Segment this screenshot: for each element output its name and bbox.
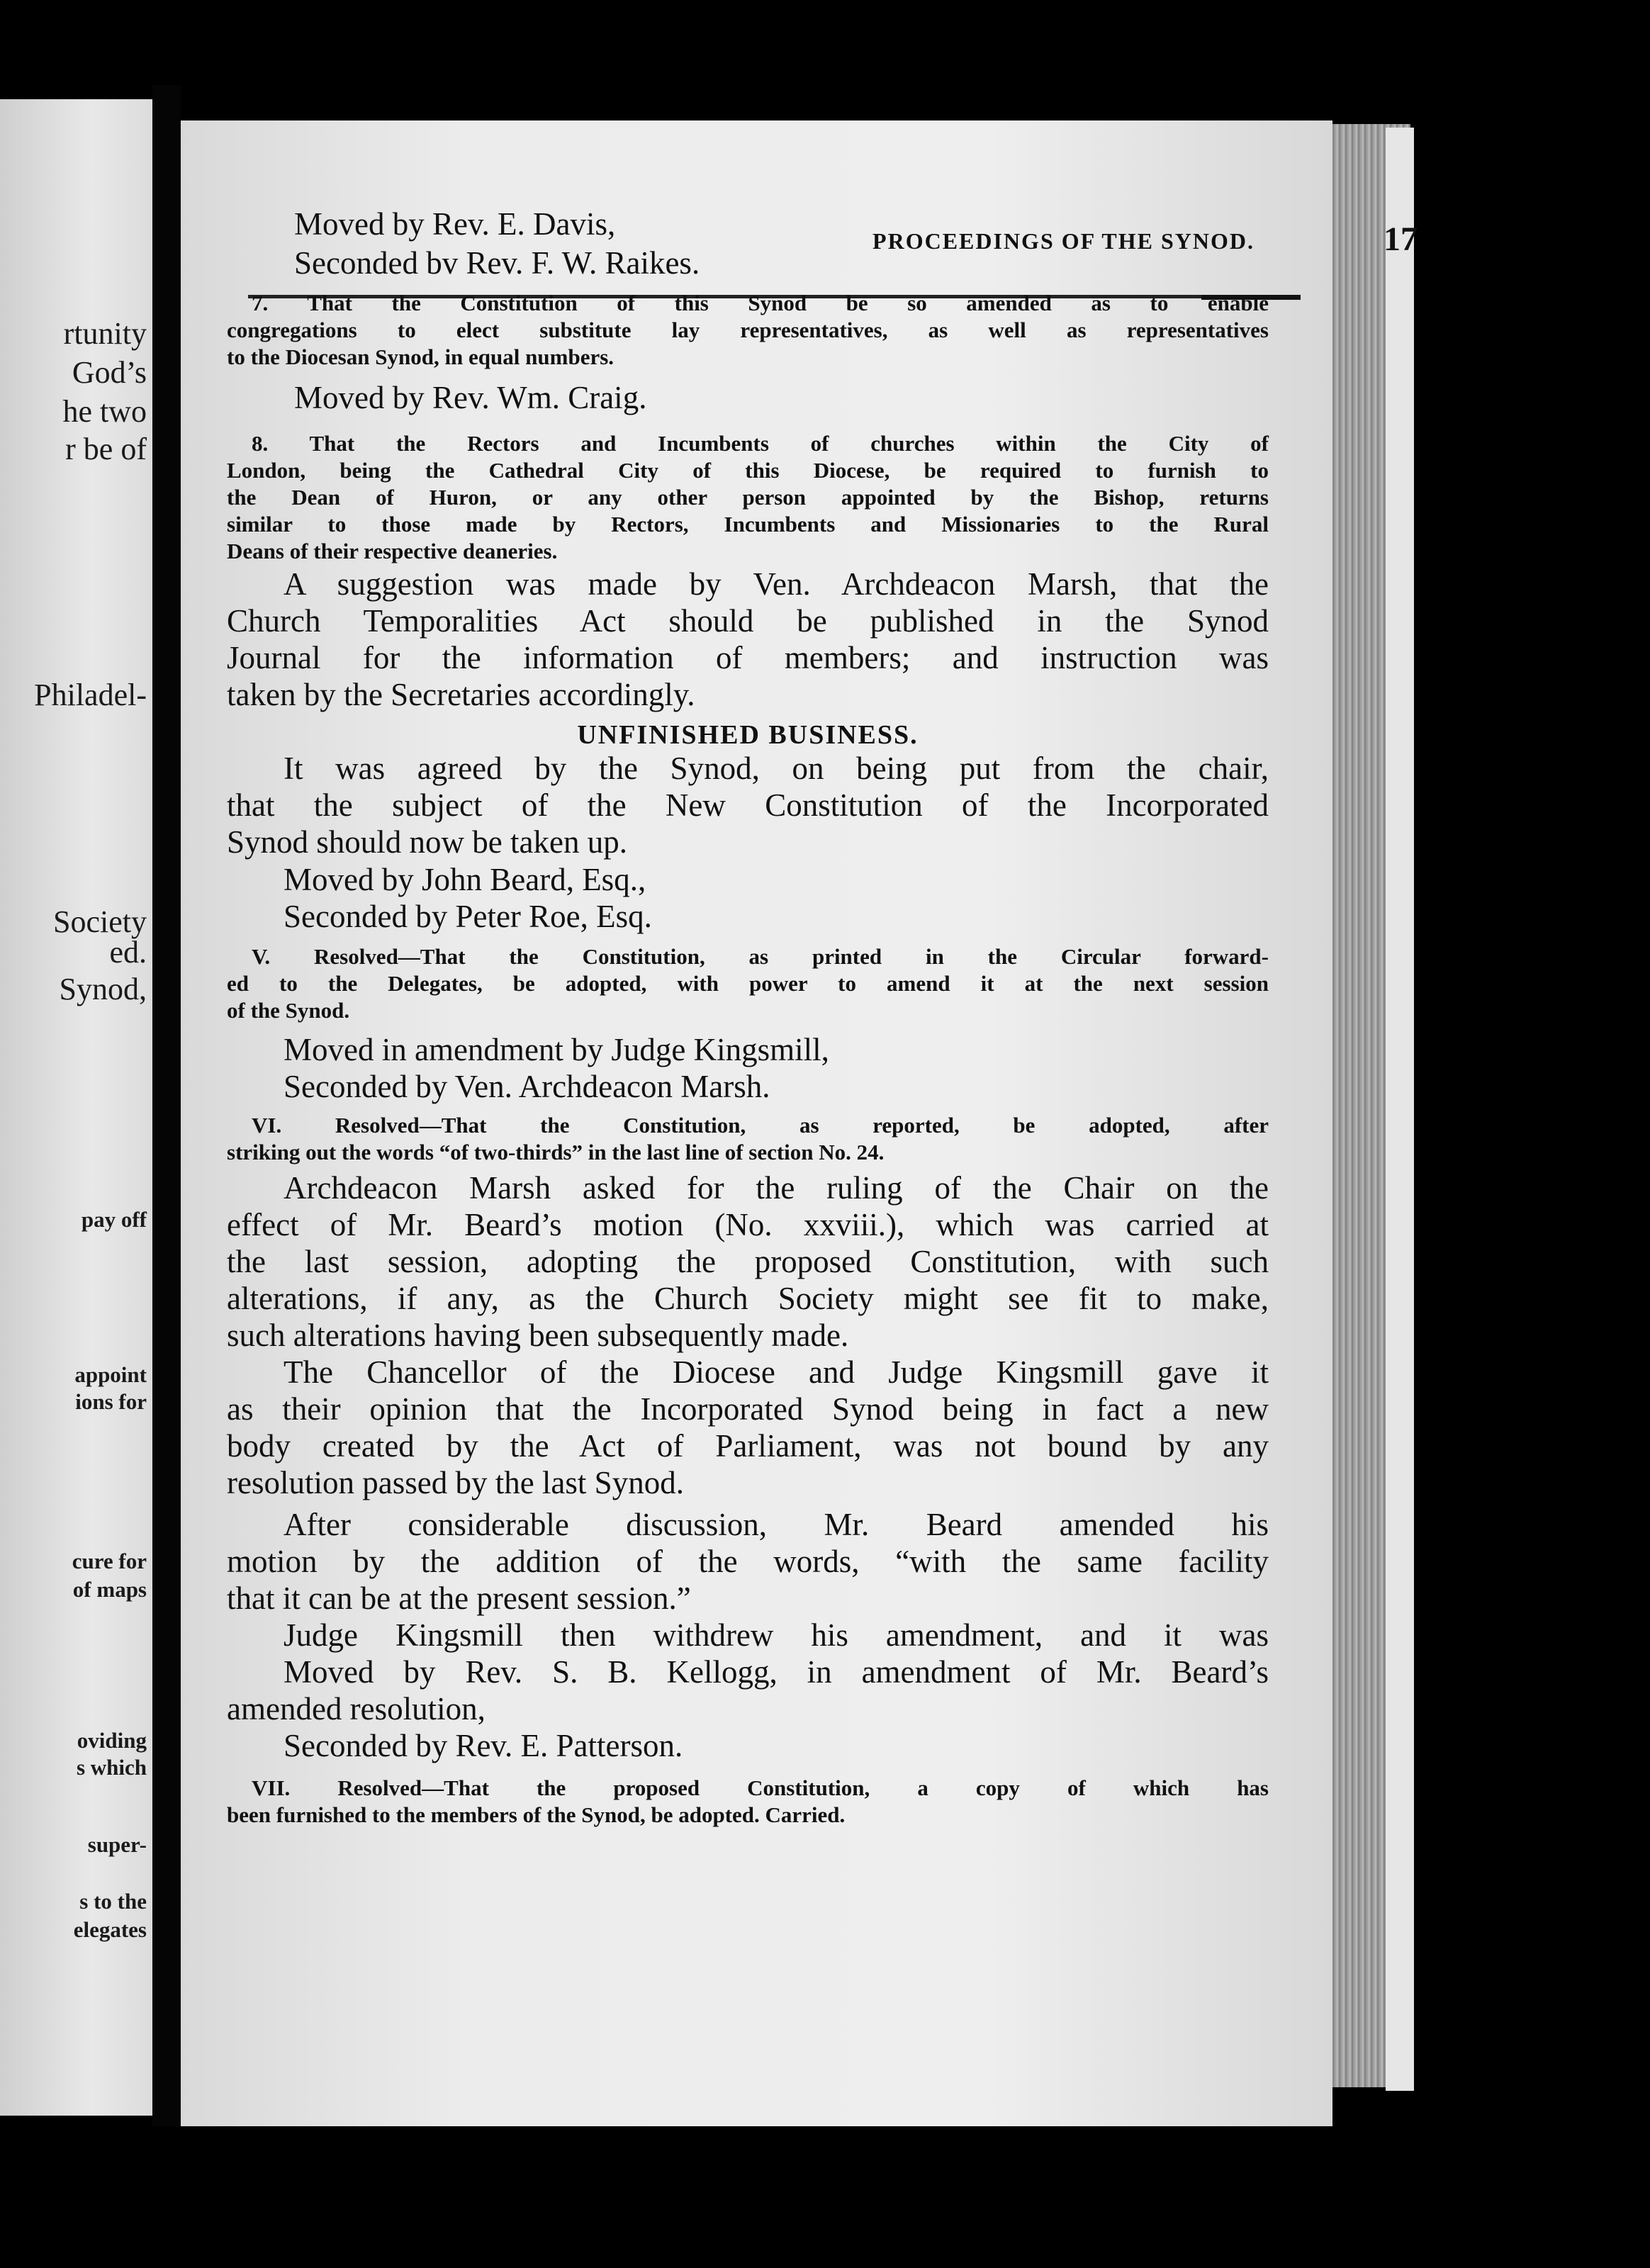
running-head: PROCEEDINGS OF THE SYNOD. — [872, 228, 1255, 254]
text-line: London, being the Cathedral City of this Diocese, be required to furnish to — [227, 458, 1269, 483]
fragment-text: ed. — [109, 935, 147, 970]
text-line: taken by the Secretaries accordingly. — [227, 677, 695, 712]
text-line: the last session, adopting the proposed Constitution, with such — [227, 1244, 1269, 1279]
text-line: similar to those made by Rectors, Incumbents and Missionaries to the Rural — [227, 512, 1269, 537]
text-line: striking out the words “of two-thirds” in the last line of section No. 24. — [227, 1140, 885, 1164]
text-line: of the Synod. — [227, 998, 350, 1023]
fragment-text: Philadel- — [34, 678, 147, 712]
text-line: body created by the Act of Parliament, was not bound by any — [227, 1428, 1269, 1464]
fragment-text: cure for — [72, 1549, 147, 1573]
fragment-text: appoint — [74, 1362, 147, 1387]
text-line: congregations to elect substitute lay representatives, as well as representatives — [227, 318, 1269, 342]
text-line: Moved by Rev. Wm. Craig. — [294, 380, 647, 415]
page-edge-highlight — [1386, 128, 1414, 2091]
fragment-text: super- — [87, 1832, 147, 1857]
text-line: Seconded by Ven. Archdeacon Marsh. — [284, 1069, 770, 1104]
text-line: Deans of their respective deaneries. — [227, 539, 558, 563]
text-line: Archdeacon Marsh asked for the ruling of the Chair on the — [284, 1170, 1269, 1206]
text-line: Moved by John Beard, Esq., — [284, 862, 646, 897]
fragment-text: s which — [76, 1755, 147, 1780]
text-line: as their opinion that the Incorporated Synod being in fact a new — [227, 1391, 1269, 1427]
text-line: that the subject of the New Constitution of the Incorporated — [227, 787, 1269, 823]
text-line: the Dean of Huron, or any other person appointed by the Bishop, returns — [227, 485, 1269, 510]
fragment-text: r be of — [65, 432, 147, 466]
text-line: ed to the Delegates, be adopted, with power to amend it at the next session — [227, 971, 1269, 996]
text-line: It was agreed by the Synod, on being put from the chair, — [284, 751, 1269, 786]
text-line: Seconded by Rev. E. Patterson. — [284, 1728, 683, 1763]
text-line: amended resolution, — [227, 1691, 486, 1727]
fragment-text: oviding — [77, 1728, 147, 1753]
text-line: Moved by Rev. E. Davis, — [294, 206, 616, 242]
text-line: to the Diocesan Synod, in equal numbers. — [227, 344, 614, 369]
text-line: A suggestion was made by Ven. Archdeacon Marsh, that the — [284, 566, 1269, 602]
text-line: VI. Resolved—That the Constitution, as reported, be adopted, after — [252, 1113, 1269, 1138]
text-line: 8. That the Rectors and Incumbents of churches within the City of — [252, 431, 1269, 456]
fragment-text: he two — [62, 394, 147, 429]
fragment-text: elegates — [73, 1917, 147, 1942]
fragment-text: s to the — [79, 1889, 147, 1914]
text-line: alterations, if any, as the Church Society might see fit to make, — [227, 1281, 1269, 1316]
text-line: motion by the addition of the words, “with the same facility — [227, 1544, 1269, 1579]
text-line: Seconded by Peter Roe, Esq. — [284, 899, 652, 934]
page-number: 17 — [1384, 220, 1418, 258]
text-line: V. Resolved—That the Constitution, as printed in the Circular forward- — [252, 944, 1269, 969]
fragment-text: of maps — [72, 1577, 147, 1602]
text-line: UNFINISHED BUSINESS. — [577, 720, 919, 750]
text-line: Seconded bv Rev. F. W. Raikes. — [294, 245, 700, 281]
text-line: Moved by Rev. S. B. Kellogg, in amendment of Mr. Beard’s — [284, 1654, 1269, 1690]
adjacent-page-fragment — [0, 99, 152, 2116]
book-page — [181, 120, 1418, 2126]
text-line: been furnished to the members of the Synod, be adopted. Carried. — [227, 1802, 846, 1827]
text-line: Church Temporalities Act should be published in the Synod — [227, 603, 1269, 639]
text-line: VII. Resolved—That the proposed Constitution, a copy of which has — [252, 1775, 1269, 1800]
fragment-text: ions for — [75, 1389, 147, 1414]
text-line: Synod should now be taken up. — [227, 824, 627, 860]
text-line: 7. That the Constitution of this Synod be so amended as to enable — [252, 291, 1269, 315]
text-line: that it can be at the present session.” — [227, 1581, 691, 1616]
fragment-text: pay off — [81, 1207, 147, 1232]
text-line: Journal for the information of members; and instruction was — [227, 640, 1269, 675]
text-line: Judge Kingsmill then withdrew his amendment, and it was — [284, 1617, 1269, 1653]
fragment-text: Society — [53, 904, 147, 939]
fragment-text: God’s — [72, 355, 147, 390]
fragment-text: rtunity — [63, 316, 147, 351]
text-line: effect of Mr. Beard’s motion (No. xxviii.), which was carried at — [227, 1207, 1269, 1242]
text-line: resolution passed by the last Synod. — [227, 1465, 684, 1500]
fragment-text: Synod, — [59, 972, 147, 1006]
text-line: After considerable discussion, Mr. Beard amended his — [284, 1507, 1269, 1542]
text-line: Moved in amendment by Judge Kingsmill, — [284, 1032, 829, 1067]
text-line: The Chancellor of the Diocese and Judge Kingsmill gave it — [284, 1354, 1269, 1390]
text-line: such alterations having been subsequently made. — [227, 1318, 849, 1353]
page-gutter — [152, 85, 181, 2126]
